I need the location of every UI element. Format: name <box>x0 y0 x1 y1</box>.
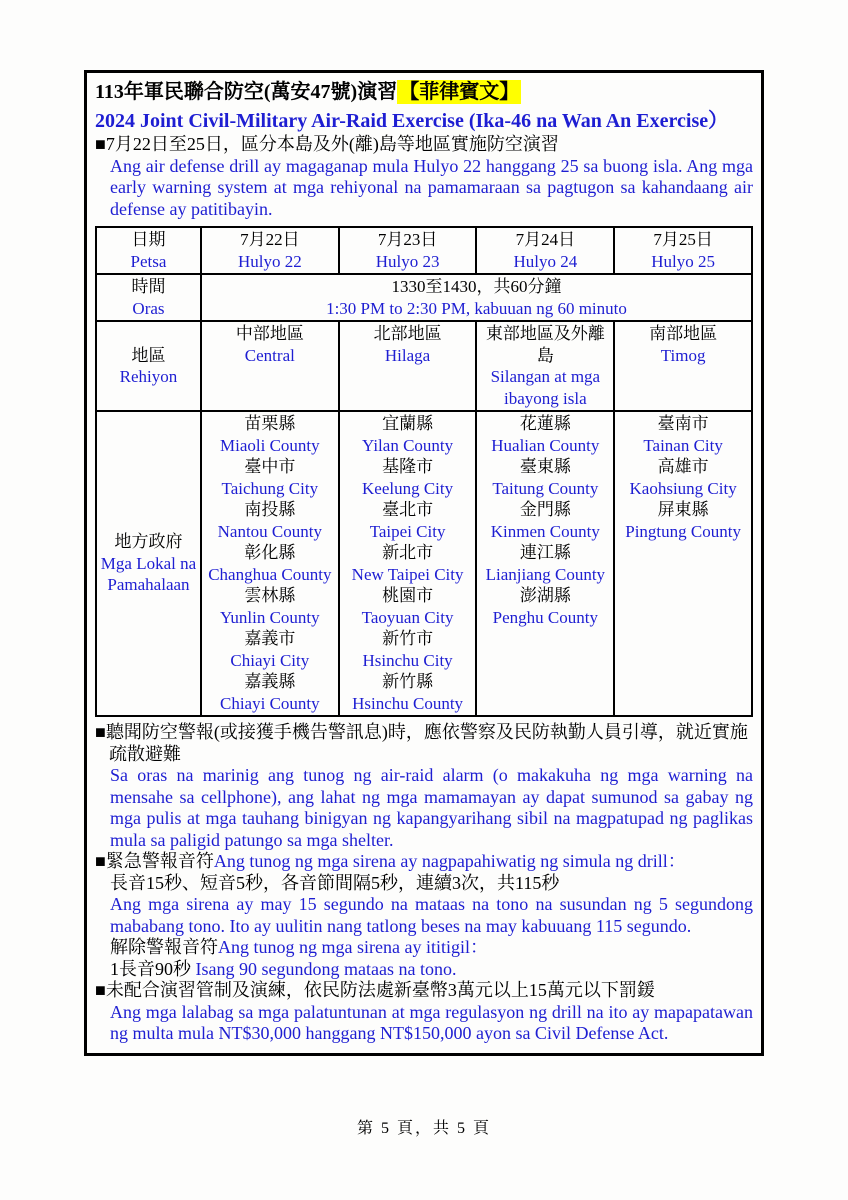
locality-tagalog: Keelung City <box>362 478 454 498</box>
locality-chinese: 桃園市 <box>382 586 434 605</box>
locality-tagalog: Hsinchu City <box>362 650 453 670</box>
date-cell <box>476 227 614 274</box>
paragraph <box>110 959 753 981</box>
region-cell <box>476 321 614 411</box>
table-row-date <box>96 227 752 274</box>
chinese-text: 長音15秒、短音5秒，各音節間隔5秒，連續3次，共115秒 <box>110 872 560 893</box>
cell-tagalog: Hilaga <box>384 345 431 365</box>
locality-chinese: 新竹市 <box>382 629 434 648</box>
locality-chinese: 屏東縣 <box>657 500 709 519</box>
locality-chinese: 苗栗縣 <box>244 414 296 433</box>
locality-tagalog: Yunlin County <box>220 607 320 627</box>
locality-chinese: 新北市 <box>382 543 434 562</box>
locality-chinese: 金門縣 <box>519 500 571 519</box>
locality-chinese: 新竹縣 <box>382 672 434 691</box>
paragraph <box>110 765 753 851</box>
locality-chinese: 宜蘭縣 <box>382 414 434 433</box>
locality-tagalog: Lianjiang County <box>485 564 606 584</box>
locality-chinese: 花蓮縣 <box>519 414 571 433</box>
chinese-text: 1長音90秒 <box>110 958 196 979</box>
date-row-label <box>96 227 201 274</box>
locality-tagalog: Kinmen County <box>490 521 600 541</box>
locality-tagalog: Yilan County <box>362 435 454 455</box>
locality-tagalog: Pingtung County <box>625 521 741 541</box>
cell-chinese: 7月23日 <box>377 230 438 249</box>
table-row-region <box>96 321 752 411</box>
tagalog-text: Isang 90 segundong mataas na tono. <box>195 958 457 979</box>
paragraph <box>110 1002 753 1045</box>
tagalog-text: Ang air defense drill ay magaganap mula Hulyo 22 hanggang 25 sa buong isla. Ang mga early warning system at mga rehiyonal na pamamaraan sa pagtugon sa kahandaang air defense ay patitibayin. <box>110 155 753 219</box>
locality-chinese: 基隆市 <box>382 457 434 476</box>
locality-tagalog: New Taipei City <box>351 564 464 584</box>
locality-tagalog: Chiayi County <box>220 693 320 713</box>
locality-tagalog: Miaoli County <box>220 435 320 455</box>
instructions-sections <box>95 722 753 1045</box>
localgov-row-label <box>96 411 201 716</box>
paragraph <box>95 980 753 1002</box>
cell-tagalog: Central <box>244 345 295 365</box>
intro-section <box>95 134 753 220</box>
region-cell <box>614 321 752 411</box>
table-row-localgov <box>96 411 752 716</box>
locality-tagalog: Taoyuan City <box>361 607 454 627</box>
cell-chinese: 1330至1430，共60分鐘 <box>391 277 562 296</box>
cell-chinese: 7月24日 <box>515 230 576 249</box>
paragraph <box>110 937 753 959</box>
document-title <box>95 79 753 105</box>
time-row-label <box>96 274 201 321</box>
locality-tagalog: Tainan City <box>643 435 723 455</box>
localgov-cell <box>614 411 752 716</box>
locality-chinese: 南投縣 <box>244 500 296 519</box>
locality-tagalog: Hualian County <box>491 435 600 455</box>
label-tagalog: Petsa <box>130 251 167 271</box>
locality-chinese: 臺南市 <box>657 414 709 433</box>
locality-tagalog: Nantou County <box>217 521 322 541</box>
notice-box <box>84 70 764 1056</box>
locality-chinese: 臺北市 <box>382 500 434 519</box>
cell-chinese: 南部地區 <box>649 324 718 343</box>
section-alarm-evacuation <box>95 722 753 851</box>
locality-tagalog: Kaohsiung City <box>629 478 737 498</box>
paragraph <box>110 873 753 895</box>
locality-tagalog: Hsinchu County <box>352 693 464 713</box>
section-penalty <box>95 980 753 1045</box>
locality-chinese: 澎湖縣 <box>519 586 571 605</box>
date-cell <box>201 227 339 274</box>
schedule-table <box>95 226 753 717</box>
section-intro-drill-dates <box>95 134 753 220</box>
tagalog-text: Ang mga sirena ay may 15 segundo na mataas na tono na susundan ng 5 segundong mababang tono. Ito ay uulitin nang tatlong beses na may kabuuang 115 segundo. <box>110 894 753 936</box>
label-chinese: 地區 <box>131 345 166 365</box>
paragraph <box>95 851 753 873</box>
locality-tagalog: Penghu County <box>492 607 598 627</box>
region-cell <box>339 321 477 411</box>
region-row-label <box>96 321 201 411</box>
date-cell <box>339 227 477 274</box>
tagalog-text: Ang tunog ng mga sirena ay nagpapahiwatig ng simula ng drill： <box>213 851 686 871</box>
localgov-cell <box>339 411 477 716</box>
cell-chinese: 東部地區及外離島 <box>485 324 605 365</box>
label-chinese: 地方政府 <box>114 532 183 552</box>
locality-chinese: 臺中市 <box>244 457 296 476</box>
time-cell <box>201 274 752 321</box>
locality-chinese: 雲林縣 <box>244 586 296 605</box>
cell-chinese: 7月22日 <box>240 230 300 249</box>
locality-chinese: 臺東縣 <box>519 457 571 476</box>
cell-tagalog: 1:30 PM to 2:30 PM, kabuuan ng 60 minuto <box>326 298 627 318</box>
cell-tagalog: Hulyo 24 <box>513 251 578 271</box>
section-siren-signals <box>95 851 753 980</box>
locality-chinese: 嘉義縣 <box>244 672 296 691</box>
chinese-text: ■7月22日至25日，區分本島及外(離)島等地區實施防空演習 <box>95 134 559 154</box>
label-tagalog: Oras <box>132 298 165 318</box>
locality-tagalog: Changhua County <box>208 564 332 584</box>
paragraph <box>95 722 753 765</box>
page-footer: 第 5 頁，共 5 頁 <box>356 1120 491 1137</box>
title-chinese: 113年軍民聯合防空(萬安47號)演習 <box>95 81 398 103</box>
tagalog-text: Sa oras na marinig ang tunog ng air-raid alarm (o makakuha ng mga warning na mensahe sa cellphone), ang lahat ng mga mamamayan ay dapat sumunod sa gabay ng mga pulis at mga tauhang binigyan ng kapangyarihang sibil na magpatupad ng paglikas mula sa paligid patungo sa mga shelter. <box>110 765 753 850</box>
label-tagalog: Rehiyon <box>119 367 178 386</box>
locality-tagalog: Chiayi City <box>230 650 310 670</box>
chinese-text: ■未配合演習管制及演練，依民防法處新臺幣3萬元以上15萬元以下罰鍰 <box>95 980 655 1000</box>
localgov-cell <box>476 411 614 716</box>
cell-chinese: 北部地區 <box>373 324 442 343</box>
locality-tagalog: Taichung City <box>221 478 319 498</box>
label-tagalog: Mga Lokal na Pamahalaan <box>100 553 197 595</box>
paragraph <box>110 894 753 937</box>
locality-chinese: 高雄市 <box>657 457 709 476</box>
tagalog-text: Ang mga lalabag sa mga palatuntunan at mga regulasyon ng drill na ito ay mapapatawan ng multa mula NT$30,000 hanggang NT$150,000 ayon sa Civil Defense Act. <box>110 1001 753 1043</box>
title-english: 2024 Joint Civil-Military Air-Raid Exercise (Ika-46 na Wan An Exercise） <box>95 110 729 132</box>
cell-chinese: 中部地區 <box>235 324 304 343</box>
date-cell <box>614 227 752 274</box>
locality-chinese: 彰化縣 <box>244 543 296 562</box>
table-row-time <box>96 274 752 321</box>
region-cell <box>201 321 339 411</box>
tagalog-text: Ang tunog ng mga sirena ay ititigil： <box>218 937 488 957</box>
chinese-text: 解除警報音符 <box>110 937 218 957</box>
cell-tagalog: Hulyo 22 <box>237 251 302 271</box>
chinese-text: ■緊急警報音符 <box>95 851 214 871</box>
cell-tagalog: Hulyo 23 <box>375 251 440 271</box>
cell-chinese: 7月25日 <box>653 230 713 249</box>
chinese-text: ■聽聞防空警報(或接獲手機告警訊息)時，應依警察及民防執勤人員引導，就近實施疏散避難 <box>95 722 748 764</box>
locality-tagalog: Taitung County <box>492 478 599 498</box>
cell-tagalog: Timog <box>660 345 706 365</box>
paragraph <box>95 134 753 156</box>
label-chinese: 時間 <box>131 277 166 296</box>
localgov-cell <box>201 411 339 716</box>
cell-tagalog: Silangan at mga ibayong isla <box>490 367 601 408</box>
cell-tagalog: Hulyo 25 <box>651 251 715 271</box>
locality-tagalog: Taipei City <box>369 521 446 541</box>
title-language-tag: 【菲律賓文】 <box>399 81 520 103</box>
locality-chinese: 嘉義市 <box>244 629 296 648</box>
locality-chinese: 連江縣 <box>519 543 571 562</box>
paragraph <box>110 156 753 221</box>
label-chinese: 日期 <box>131 230 166 249</box>
